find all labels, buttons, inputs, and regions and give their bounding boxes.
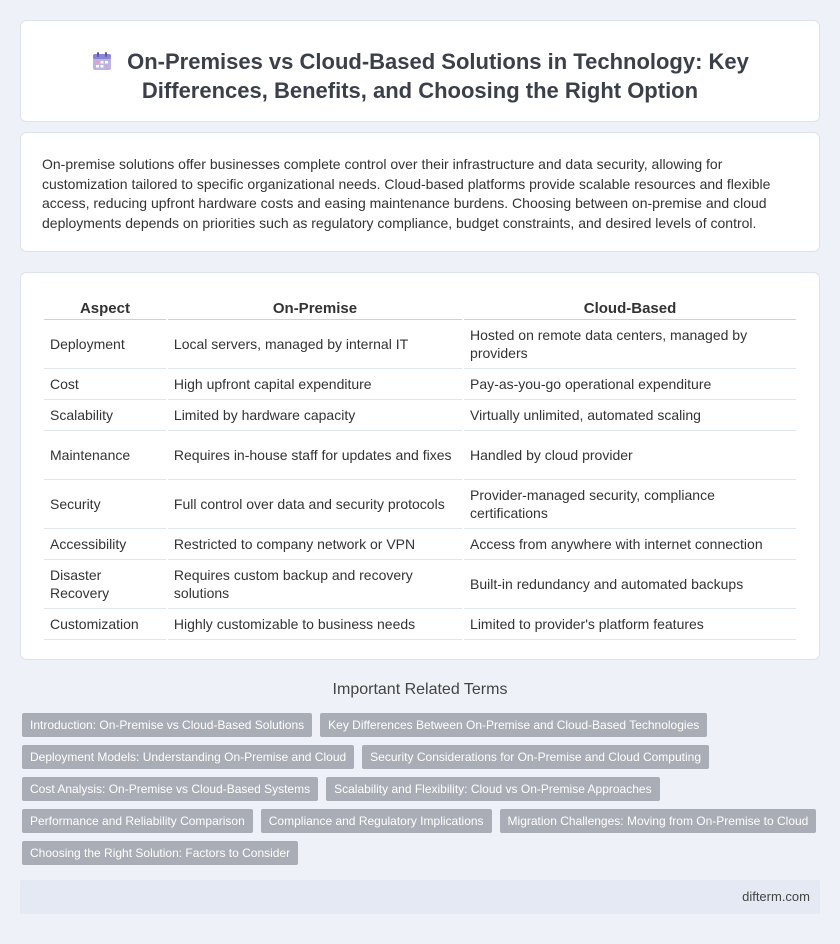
cell-cloud-based: Pay-as-you-go operational expenditure xyxy=(464,369,796,400)
cell-aspect: Disaster Recovery xyxy=(44,560,166,609)
cell-cloud-based: Limited to provider's platform features xyxy=(464,609,796,640)
table-header-row xyxy=(44,295,796,320)
cell-cloud-based: Access from anywhere with internet connection xyxy=(464,529,796,560)
related-term-tag[interactable]: Key Differences Between On-Premise and Cloud-Based Technologies xyxy=(320,713,707,737)
cell-cloud-based: Provider-managed security, compliance certifications xyxy=(464,480,796,529)
related-term-tag[interactable]: Deployment Models: Understanding On-Premise and Cloud xyxy=(22,745,354,769)
header-aspect: Aspect xyxy=(44,295,166,320)
related-term-tag[interactable]: Scalability and Flexibility: Cloud vs On-Premise Approaches xyxy=(326,777,659,801)
cell-aspect: Security xyxy=(44,480,166,529)
cell-cloud-based: Handled by cloud provider xyxy=(464,431,796,480)
related-term-tag[interactable]: Choosing the Right Solution: Factors to Consider xyxy=(22,841,298,865)
footer xyxy=(20,880,820,914)
related-term-tag[interactable]: Cost Analysis: On-Premise vs Cloud-Based Systems xyxy=(22,777,318,801)
table-row xyxy=(44,320,796,369)
related-term-tag[interactable]: Migration Challenges: Moving from On-Premise to Cloud xyxy=(500,809,817,833)
related-terms-heading: Important Related Terms xyxy=(332,681,508,698)
cell-on-premise: Full control over data and security protocols xyxy=(168,480,462,529)
comparison-table xyxy=(42,295,798,640)
header-cloud-based: Cloud-Based xyxy=(464,295,796,320)
cell-on-premise: High upfront capital expenditure xyxy=(168,369,462,400)
page-title: On-Premises vs Cloud-Based Solutions in Technology: Key Differences, Benefits, and Choosing the Right Option xyxy=(127,49,749,103)
table-row xyxy=(44,431,796,480)
cell-aspect: Cost xyxy=(44,369,166,400)
table-row xyxy=(44,560,796,609)
footer-site-link[interactable]: difterm.com xyxy=(742,889,810,904)
cell-cloud-based: Built-in redundancy and automated backups xyxy=(464,560,796,609)
related-term-tag[interactable]: Compliance and Regulatory Implications xyxy=(261,809,492,833)
related-terms-list xyxy=(22,713,818,865)
calendar-icon xyxy=(91,50,113,72)
cell-on-premise: Requires in-house staff for updates and fixes xyxy=(168,431,462,480)
cell-aspect: Deployment xyxy=(44,320,166,369)
cell-on-premise: Restricted to company network or VPN xyxy=(168,529,462,560)
table-row xyxy=(44,609,796,640)
cell-on-premise: Limited by hardware capacity xyxy=(168,400,462,431)
intro-paragraph: On-premise solutions offer businesses complete control over their infrastructure and data security, allowing for customization tailored to specific organizational needs. Cloud-based platforms provide scalable resources and flexible access, reducing upfront hardware costs and easing maintenance burdens. Choosing between on-premise and cloud deployments depends on priorities such as regulatory compliance, budget constraints, and desired levels of control. xyxy=(42,156,771,231)
table-row xyxy=(44,369,796,400)
table-row xyxy=(44,529,796,560)
cell-aspect: Customization xyxy=(44,609,166,640)
related-term-tag[interactable]: Performance and Reliability Comparison xyxy=(22,809,253,833)
cell-aspect: Accessibility xyxy=(44,529,166,560)
cell-on-premise: Highly customizable to business needs xyxy=(168,609,462,640)
cell-aspect: Maintenance xyxy=(44,431,166,480)
page-title-wrap xyxy=(81,47,759,105)
cell-cloud-based: Hosted on remote data centers, managed by providers xyxy=(464,320,796,369)
cell-on-premise: Local servers, managed by internal IT xyxy=(168,320,462,369)
cell-cloud-based: Virtually unlimited, automated scaling xyxy=(464,400,796,431)
title-card xyxy=(20,20,820,122)
cell-aspect: Scalability xyxy=(44,400,166,431)
related-term-tag[interactable]: Security Considerations for On-Premise and Cloud Computing xyxy=(362,745,709,769)
comparison-table-card xyxy=(20,272,820,660)
table-row xyxy=(44,480,796,529)
cell-on-premise: Requires custom backup and recovery solutions xyxy=(168,560,462,609)
table-row xyxy=(44,400,796,431)
header-on-premise: On-Premise xyxy=(168,295,462,320)
intro-card xyxy=(20,132,820,252)
related-term-tag[interactable]: Introduction: On-Premise vs Cloud-Based Solutions xyxy=(22,713,312,737)
